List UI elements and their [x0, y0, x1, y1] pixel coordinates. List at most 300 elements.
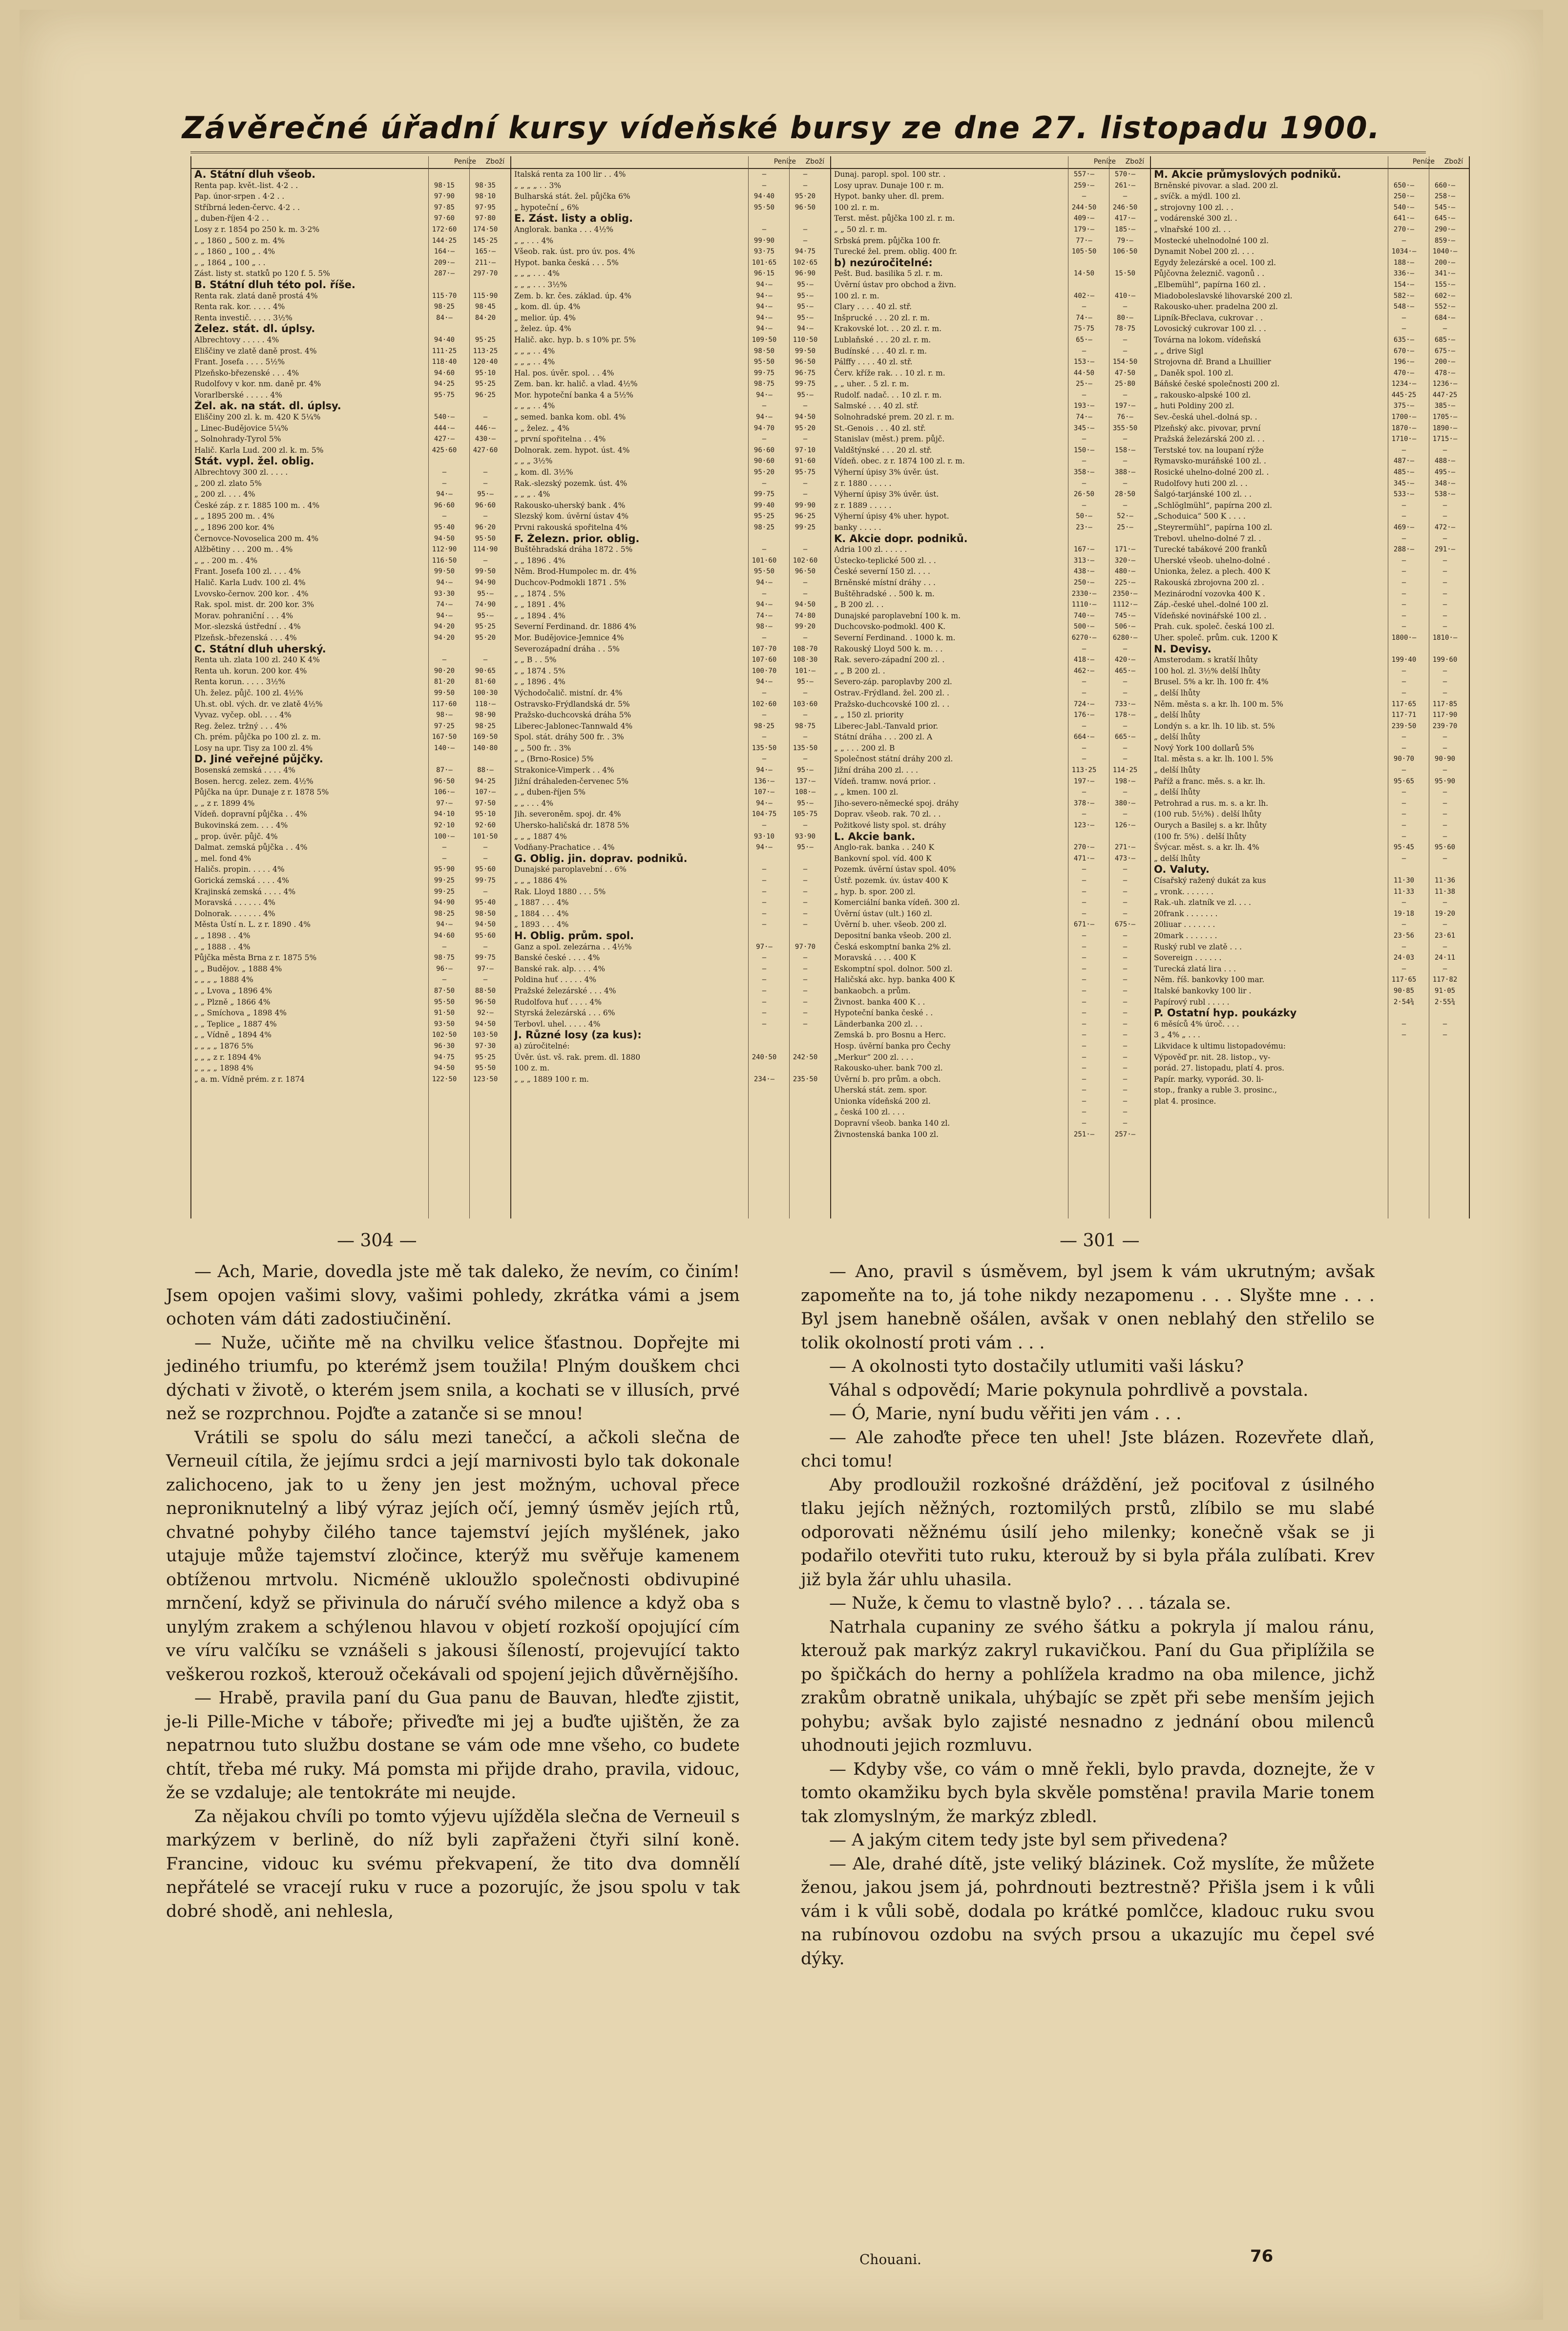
- money-value: 104·75: [752, 810, 777, 819]
- money-value: —: [1401, 501, 1406, 509]
- table-row: [511, 765, 830, 776]
- goods-value: [785, 1041, 826, 1052]
- money-value: —: [1401, 601, 1406, 609]
- table-row: [511, 721, 830, 732]
- money-value: 650·—: [1393, 181, 1415, 189]
- money-value: 94·50: [434, 534, 455, 543]
- section-heading: [511, 1029, 830, 1041]
- goods-value: —: [1443, 810, 1447, 819]
- money-value: 98·75: [434, 954, 455, 962]
- table-row: [831, 434, 1150, 445]
- money-value: [1383, 1041, 1424, 1052]
- goods-value: —: [803, 633, 808, 642]
- table-row: [831, 632, 1150, 644]
- goods-value: 114·90: [473, 546, 498, 554]
- goods-value: 95·25: [475, 380, 496, 388]
- money-value: 75·75: [1073, 325, 1095, 333]
- table-row: [1151, 654, 1469, 666]
- money-value: —: [1082, 943, 1087, 951]
- table-row: [1151, 997, 1469, 1008]
- table-row: [1151, 400, 1469, 412]
- section-heading: [191, 754, 510, 765]
- goods-value: 99·20: [794, 623, 816, 631]
- table-row: [1151, 577, 1469, 588]
- money-value: 557·—: [1073, 170, 1095, 178]
- money-value: [1383, 1074, 1424, 1085]
- money-value: 95·65: [1393, 777, 1415, 785]
- money-value: 462·—: [1073, 667, 1095, 675]
- goods-value: —: [1443, 446, 1447, 454]
- money-value: 444·—: [434, 424, 455, 432]
- security-name: „ „ Plzně „ 1866 4%: [194, 997, 271, 1007]
- goods-value: 24·11: [1434, 954, 1456, 962]
- security-name: Brněnské místní dráhy . . .: [834, 578, 936, 587]
- goods-value: 733·—: [1114, 700, 1136, 708]
- money-value: —: [1082, 391, 1087, 399]
- money-value: 94·60: [434, 931, 455, 940]
- money-value: 50·—: [1076, 512, 1092, 521]
- money-value: —: [1082, 689, 1087, 697]
- table-row: [1151, 919, 1469, 930]
- money-value: 98·25: [753, 524, 775, 531]
- table-row: [191, 268, 510, 279]
- security-name: z r. 1889 . . . . .: [834, 501, 892, 510]
- money-value: —: [1082, 865, 1087, 874]
- money-value: —: [442, 854, 447, 862]
- table-row: [191, 986, 510, 997]
- goods-value: 91·60: [794, 457, 816, 465]
- security-name: „ delší lhůty: [1154, 788, 1200, 797]
- security-name: N. Devisy.: [1154, 643, 1212, 655]
- money-value: 94·—: [756, 280, 773, 289]
- security-name: „Merkur“ 200 zl. . . .: [834, 1052, 914, 1062]
- table-row: [1151, 434, 1469, 445]
- security-name: Rakousko-uherský bank . 4%: [514, 501, 626, 510]
- table-row: [511, 202, 830, 213]
- table-rows: [831, 169, 1150, 1140]
- security-name: „ „ „ . . 4%: [514, 346, 555, 356]
- money-value: 94·—: [756, 325, 773, 333]
- security-name: „ vodárenské 300 zl. .: [1154, 214, 1237, 223]
- goods-value: —: [1123, 1064, 1128, 1072]
- security-name: Eliščiny ve zlatě daně prost. 4%: [194, 346, 317, 356]
- money-value: 402·—: [1073, 292, 1095, 300]
- table-row: [511, 1063, 830, 1074]
- section-heading: [191, 169, 510, 180]
- money-value: —: [1401, 965, 1406, 973]
- story-paragraph: Vrátili se spolu do sálu mezi tanečcí, a ačkoli slečna de Verneuil cítila, že jejímu srdci a její marnivosti bylo tak dokonale zalichoceno, jak to u ženy jen jest možným, uchoval přece neproniknutelný a libý výraz jejích očí, jemný úsměv jejích rtů, chvatné pohyby čilého tance tajemství jejích myšlének, jako utajuje může tajemství zločince, kterýž mu svěřuje kamenem obtíženou mrtvolu. Nicméně ukloužlo společnosti obdivupiné mrnčení, když se přivinula do náručí svého milence a když oba s unylým zrakem a schýlenou hlavou v objetí rozkoší opojující cím ve víru valčíku se vznášeli s jakousi šíleností, projevující takto veškerou rozkoš, kterouž očekávali od spojení jejich důvěrnějšího.: [166, 1428, 740, 1684]
- security-name: „ „ „ „ 1888 4%: [194, 975, 253, 985]
- security-name: „ a. m. Vídně prém. z r. 1874: [194, 1074, 305, 1084]
- security-name: „ „ „ z r. 1894 4%: [194, 1052, 261, 1062]
- security-name: Rudolfova huť . . . . 4%: [514, 997, 602, 1007]
- table-row: [1151, 621, 1469, 632]
- security-name: Haličs. propin. . . . . 4%: [194, 865, 285, 874]
- goods-value: —: [1123, 1020, 1128, 1028]
- money-value: 500·—: [1073, 623, 1095, 631]
- money-value: 116·50: [432, 556, 457, 565]
- security-name: „ duben-říjen 4·2 . .: [194, 214, 269, 223]
- newspaper-page: [20, 10, 1543, 2320]
- money-value: 197·—: [1073, 777, 1095, 785]
- security-name: Papír. marky, vyporád. 30. li-: [1154, 1074, 1264, 1084]
- table-row: [831, 279, 1150, 291]
- goods-value: 545·—: [1434, 203, 1456, 211]
- table-row: [1151, 908, 1469, 920]
- security-name: Paříž a franc. měs. s. a kr. lh.: [1154, 777, 1265, 786]
- table-row: [1151, 456, 1469, 467]
- goods-value: 106·50: [1112, 248, 1138, 256]
- money-value: 99·25: [434, 877, 455, 884]
- security-name: Losy uprav. Dunaje 100 r. m.: [834, 181, 944, 190]
- story-paragraph: — Nuže, k čemu to vlastně bylo? . . . tázala se.: [829, 1594, 1232, 1613]
- money-value: 96·—: [436, 965, 453, 973]
- security-name: „ „ „ . . . 4%: [514, 269, 560, 278]
- security-name: „ delší lhůty: [1154, 733, 1200, 742]
- table-row: [511, 291, 830, 302]
- security-name: Půjčka města Brna z r. 1875 5%: [194, 953, 317, 963]
- money-value: —: [1082, 645, 1087, 653]
- goods-value: 101·50: [473, 832, 498, 840]
- table-row: [1151, 555, 1469, 567]
- security-name: Miadoboleslavské lihovarské 200 zl.: [1154, 291, 1293, 300]
- table-row: [191, 301, 510, 313]
- money-value: 95·20: [753, 468, 775, 477]
- money-value: 94·90: [434, 899, 455, 907]
- security-name: Terstské tov. na loupaní rýže: [1154, 445, 1264, 455]
- goods-value: 95·—: [797, 303, 814, 311]
- security-name: Unionka, želez. a plech. 400 K: [1154, 567, 1271, 576]
- money-value: 19·18: [1393, 909, 1415, 918]
- goods-value: 291·—: [1434, 546, 1456, 554]
- goods-value: 199·60: [1432, 656, 1458, 664]
- money-value: [1064, 279, 1105, 291]
- table-row: [831, 1118, 1150, 1129]
- money-value: [1383, 1096, 1424, 1107]
- table-row: [831, 291, 1150, 302]
- security-name: Ústecko-teplické 500 zl. . .: [834, 556, 936, 565]
- table-row: [511, 378, 830, 390]
- security-name: Ústř. pozemk. úv. ústav 400 K: [834, 876, 948, 885]
- money-value: 100·—: [434, 832, 455, 840]
- money-value: 99·50: [434, 567, 455, 576]
- security-name: Zem. ban. kr. halič. a vlad. 4½%: [514, 379, 638, 389]
- table-row: [831, 544, 1150, 555]
- goods-value: 380·—: [1114, 799, 1136, 807]
- table-row: [191, 378, 510, 390]
- table-row: [511, 676, 830, 688]
- security-name: 100 zl. r. m.: [834, 291, 879, 300]
- goods-value: —: [1443, 788, 1447, 797]
- money-value: —: [762, 965, 767, 973]
- security-name: „ Solnohrady-Tyrol 5%: [194, 435, 281, 444]
- table-row: [831, 489, 1150, 500]
- money-value: 107·60: [752, 656, 777, 664]
- money-value: 99·50: [434, 689, 455, 697]
- goods-value: —: [1123, 1097, 1128, 1105]
- goods-value: 675·—: [1114, 921, 1136, 929]
- money-value: 641·—: [1393, 214, 1415, 223]
- security-name: L. Akcie bank.: [834, 831, 916, 842]
- table-row: [191, 544, 510, 555]
- table-row: [831, 368, 1150, 379]
- table-row: [831, 555, 1150, 567]
- security-name: Krakovské lot. . . 20 zl. r. m.: [834, 324, 942, 334]
- money-value: —: [1082, 457, 1087, 465]
- money-value: 95·50: [753, 567, 775, 576]
- goods-value: 140·80: [473, 744, 498, 752]
- money-value: —: [1401, 810, 1406, 819]
- security-name: Žel. ak. na stát. dl. úplsy.: [194, 400, 341, 412]
- table-row: [511, 313, 830, 324]
- money-value: —: [762, 909, 767, 918]
- money-value: 345·—: [1393, 479, 1415, 487]
- goods-value: —: [1443, 678, 1447, 686]
- goods-value: —: [803, 578, 808, 587]
- table-row: [831, 964, 1150, 975]
- goods-value: 1715·—: [1432, 435, 1458, 443]
- security-name: Pražská železárská 200 zl. . .: [1154, 435, 1265, 444]
- security-name: Rudolfovy huti 200 zl. . .: [1154, 479, 1248, 488]
- table-row: [191, 191, 510, 202]
- table-row: [1151, 1029, 1469, 1041]
- security-name: „ vlnařské 100 zl. . .: [1154, 225, 1231, 234]
- security-name: „Schlöglmühl“, papírna 200 zl.: [1154, 501, 1273, 510]
- money-value: 98·—: [436, 711, 453, 719]
- security-name: Půjčovna železnič. vagonů . .: [1154, 269, 1265, 278]
- table-row: [191, 997, 510, 1008]
- goods-value: 92·60: [475, 821, 496, 830]
- table-row: [1151, 964, 1469, 975]
- goods-value: 99·75: [794, 380, 816, 388]
- goods-value: 88·50: [475, 987, 496, 995]
- goods-value: —: [483, 556, 488, 565]
- goods-value: 348·—: [1434, 479, 1456, 487]
- table-row: [831, 599, 1150, 610]
- page-title: Závěrečné úřadní kursy vídeňské bursy ze dne 27. listopadu 1900.: [182, 110, 1381, 146]
- table-row: [191, 842, 510, 853]
- security-name: „ „ 1896 . 4%: [514, 556, 565, 565]
- money-value: 87·—: [436, 766, 453, 775]
- security-name: Rakousko-uher. pradelna 200 zl.: [1154, 302, 1278, 312]
- table-row: [831, 412, 1150, 423]
- security-name: Slezský kom. úvěrní ústav 4%: [514, 512, 629, 521]
- goods-value: 28·50: [1114, 490, 1136, 499]
- security-name: Albrechtovy 300 zl. . . . .: [194, 468, 288, 477]
- money-value: 87·50: [434, 987, 455, 995]
- table-row: [831, 974, 1150, 986]
- security-name: „ 200 zl. . . . 4%: [194, 490, 255, 499]
- security-name: Výpověď pr. nit. 28. listop., vy-: [1154, 1052, 1271, 1062]
- goods-value: 246·50: [1112, 203, 1138, 211]
- goods-value: —: [803, 225, 808, 233]
- money-value: —: [762, 987, 767, 995]
- table-row: [1151, 511, 1469, 522]
- security-name: Císařský ražený dukát za kus: [1154, 876, 1266, 885]
- goods-value: —: [1443, 766, 1447, 775]
- money-value: 97·60: [434, 214, 455, 223]
- table-row: [1151, 676, 1469, 688]
- goods-value: 258·—: [1434, 192, 1456, 201]
- table-row: [1151, 787, 1469, 798]
- table-row: [831, 169, 1150, 180]
- goods-value: 91·05: [1434, 987, 1456, 995]
- money-value: —: [442, 479, 447, 487]
- goods-value: —: [803, 546, 808, 554]
- security-name: Losy z r. 1854 po 250 k. m. 3·2%: [194, 225, 320, 234]
- table-row: [1151, 246, 1469, 257]
- money-value: 1800·—: [1391, 633, 1417, 642]
- goods-value: 1705·—: [1432, 413, 1458, 421]
- goods-value: —: [1123, 336, 1128, 344]
- goods-value: —: [803, 877, 808, 884]
- money-value: —: [762, 921, 767, 929]
- money-value: 469·—: [1393, 524, 1415, 531]
- money-value: —: [1401, 314, 1406, 322]
- table-row: [191, 511, 510, 522]
- security-name: „ „ B . . 5%: [514, 655, 557, 665]
- money-value: —: [1401, 567, 1406, 576]
- money-value: —: [1401, 325, 1406, 333]
- table-row: [831, 897, 1150, 908]
- security-name: Buštěhradské . . 500 k. m.: [834, 589, 935, 598]
- money-value: 98·—: [756, 623, 773, 631]
- goods-value: 137·—: [794, 777, 816, 785]
- goods-value: 97·70: [794, 943, 816, 951]
- table-row: [511, 754, 830, 765]
- security-name: Italské bankovky 100 lir .: [1154, 986, 1252, 995]
- security-name: „ delší lhůty: [1154, 711, 1200, 720]
- table-row: [831, 268, 1150, 279]
- security-name: Uh. želez. půjč. 100 zl. 4½%: [194, 688, 303, 697]
- money-value: 111·25: [432, 347, 457, 355]
- table-row: [1151, 831, 1469, 842]
- goods-value: 123·50: [473, 1075, 498, 1083]
- table-row: [831, 930, 1150, 942]
- goods-value: 90·65: [475, 667, 496, 675]
- security-name: Dynamit Nobel 200 zl. . . .: [1154, 247, 1254, 256]
- money-value: 164·—: [434, 248, 455, 256]
- goods-value: 107·—: [475, 788, 496, 797]
- goods-value: 90·90: [1434, 755, 1456, 763]
- goods-value: 96·90: [794, 270, 816, 278]
- table-row: [511, 445, 830, 456]
- table-row: [831, 1063, 1150, 1074]
- security-name: „ „ 1888 . . 4%: [194, 942, 251, 951]
- table-row: [511, 599, 830, 610]
- money-value: 24·03: [1393, 954, 1415, 962]
- security-name: „ „ . 200 m. . 4%: [194, 556, 258, 565]
- table-row: [191, 676, 510, 688]
- money-value: 107·70: [752, 645, 777, 653]
- money-value: 345·—: [1073, 424, 1095, 432]
- story-paragraph: Za nějakou chvíli po tomto výjevu ujížděla slečna de Verneuil s markýzem v berlině, do níž byli zapřaženi čtyři silní koně. Francine, vidouc ku svému překvapení, že tito dva domnělí nepřátelé se vracejí ruku v ruce a pozorujíc, že jsou spolu v tak dobré shodě, ani nehlesla,: [166, 1806, 740, 1921]
- goods-value: 102·65: [793, 258, 818, 267]
- security-name: Rudolf. nadač. . . 10 zl. r. m.: [834, 390, 942, 399]
- goods-value: 98·75: [794, 722, 816, 730]
- table-row: [511, 820, 830, 831]
- goods-value: 261·—: [1114, 181, 1136, 189]
- table-row: [831, 875, 1150, 886]
- table-row: [511, 323, 830, 335]
- goods-value: —: [803, 236, 808, 245]
- table-row: [1151, 842, 1469, 853]
- security-name: 100 hol. zl. 3½% delší lhůty: [1154, 666, 1260, 675]
- table-row: [1151, 1063, 1469, 1074]
- table-row: [1151, 1041, 1469, 1052]
- money-value: 74·—: [1076, 413, 1092, 421]
- security-name: Turecká zlatá lira . . .: [1154, 964, 1236, 973]
- goods-value: —: [803, 589, 808, 598]
- money-value: 135·50: [752, 744, 777, 752]
- table-row: [191, 500, 510, 511]
- money-value: —: [762, 479, 767, 487]
- goods-value: 198·—: [1114, 777, 1136, 785]
- table-row: [191, 1063, 510, 1074]
- table-row: [831, 666, 1150, 677]
- money-value: —: [1082, 1020, 1087, 1028]
- goods-value: 675·—: [1434, 347, 1456, 355]
- goods-value: 506·—: [1114, 623, 1136, 631]
- money-value: 94·25: [434, 380, 455, 388]
- money-value: 123·—: [1073, 821, 1095, 830]
- table-row: [511, 632, 830, 644]
- goods-value: 100·30: [473, 689, 498, 697]
- money-value: 487·—: [1393, 457, 1415, 465]
- table-row: [511, 688, 830, 699]
- footer-story-title: Chouani.: [859, 2251, 921, 2268]
- table-row: [511, 390, 830, 401]
- security-name: „ melior. úp. 4%: [514, 313, 576, 322]
- security-name: A. Státní dluh všeob.: [194, 169, 316, 180]
- goods-value: 103·60: [793, 700, 818, 708]
- money-value: —: [1082, 1108, 1087, 1116]
- security-name: Záp.-české uhel.-dolné 100 zl.: [1154, 600, 1269, 609]
- goods-value: 117·85: [1432, 700, 1458, 708]
- table-row: [511, 511, 830, 522]
- goods-value: 99·25: [794, 524, 816, 531]
- table-row: [191, 390, 510, 401]
- goods-value: —: [1123, 1119, 1128, 1128]
- security-name: „ kom. dl. 3½%: [514, 468, 573, 477]
- money-value: —: [1401, 678, 1406, 686]
- money-value: 95·40: [434, 524, 455, 531]
- money-value: 94·—: [756, 303, 773, 311]
- table-row: [1151, 974, 1469, 986]
- table-row: [831, 566, 1150, 577]
- money-value: 288·—: [1393, 546, 1415, 554]
- goods-value: —: [1123, 645, 1128, 653]
- security-name: „ „ . . . 4%: [514, 798, 554, 808]
- security-name: Renta uh. zlata 100 zl. 240 K 4%: [194, 655, 320, 665]
- goods-value: —: [1443, 567, 1447, 576]
- security-name: Rakousko-uher. bank 700 zl.: [834, 1064, 943, 1073]
- money-value: —: [1082, 954, 1087, 962]
- security-name: Terst. měst. půjčka 100 zl. r. m.: [834, 214, 955, 223]
- security-name: „ „ 1864 „ 100 „ . .: [194, 258, 266, 267]
- table-row: [511, 423, 830, 434]
- table-row: [831, 754, 1150, 765]
- security-name: Banské rak. alp. . . . 4%: [514, 964, 606, 973]
- money-value: —: [1401, 744, 1406, 752]
- goods-value: 98·25: [475, 722, 496, 730]
- table-row: [191, 313, 510, 324]
- money-value: 427·—: [434, 435, 455, 443]
- money-value: 95·90: [434, 865, 455, 874]
- goods-value: —: [1123, 1042, 1128, 1050]
- table-row: [191, 886, 510, 898]
- goods-value: —: [1123, 303, 1128, 311]
